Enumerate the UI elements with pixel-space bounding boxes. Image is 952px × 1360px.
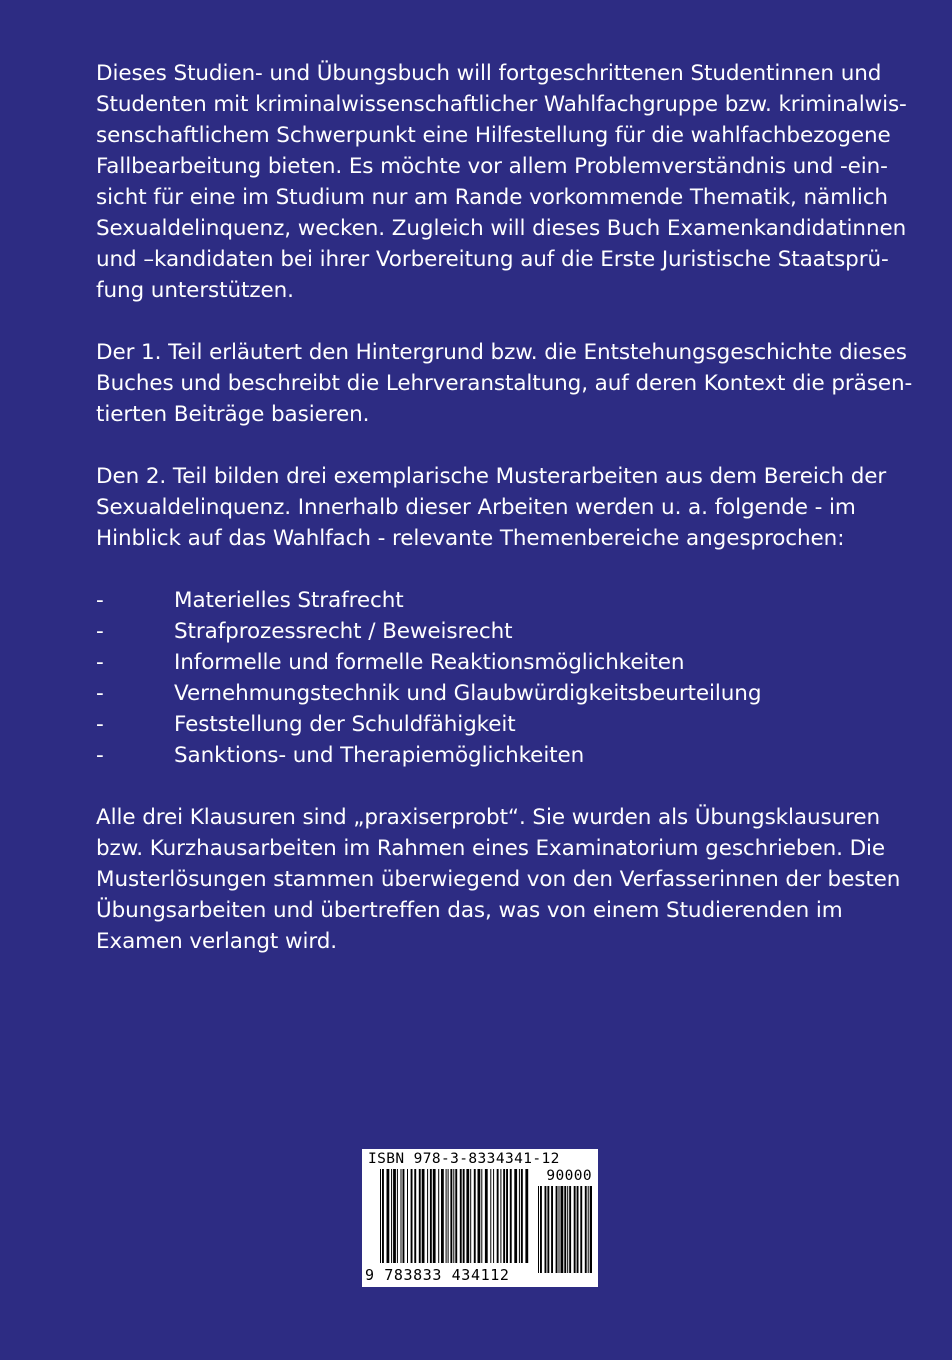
barcode-bar [590,1186,592,1273]
barcode-bar [497,1169,499,1275]
barcode-bar [559,1186,560,1273]
text-line: bzw. Kurzhausarbeiten im Rahmen eines Examinatorium geschrieben. Die [96,836,886,861]
text-line: Den 2. Teil bilden drei exemplarische Musterarbeiten aus dem Bereich der [96,464,887,489]
list-item [96,678,916,709]
list-item [96,585,916,616]
barcode-bar [493,1169,494,1275]
text-line: fung unterstützen. [96,278,294,303]
list-item-label: Materielles Strafrecht [174,588,404,613]
barcode-bar [397,1169,398,1275]
list-item [96,616,916,647]
paragraph-part-one [96,337,916,430]
list-item [96,709,916,740]
list-item-label: Feststellung der Schuldfähigkeit [174,712,516,737]
barcode-bar [481,1169,482,1275]
topic-list [96,585,916,771]
list-dash: - [96,650,104,675]
paragraph-intro [96,58,916,306]
list-dash: - [96,588,104,613]
text-line: Dieses Studien- und Übungsbuch will fortgeschrittenen Studentinnen und [96,61,882,86]
barcode-bar [387,1169,390,1275]
list-item-label: Strafprozessrecht / Beweisrecht [174,619,513,644]
barcode-bar [403,1169,405,1275]
text-line: Hinblick auf das Wahlfach - relevante Themenbereiche angesprochen: [96,526,845,551]
back-cover-text [96,58,916,957]
text-line: Alle drei Klausuren sind „praxiserprobt“. Sie wurden als Übungsklausuren [96,805,881,830]
barcode-bar [419,1169,421,1275]
barcode-bar [414,1169,416,1275]
barcode-bar [551,1186,553,1273]
barcode-bar [474,1169,476,1275]
list-item-label: Vernehmungstechnik und Glaubwürdigkeitsbeurteilung [174,681,762,706]
barcode-bar [547,1186,549,1273]
price-addon-label: 90000 [546,1168,592,1184]
barcode-bar [441,1169,444,1275]
barcode-bar [485,1169,488,1275]
list-item [96,740,916,771]
list-item-label: Sanktions- und Therapiemöglichkeiten [174,743,585,768]
barcode-bar [538,1186,539,1273]
barcode-bar [422,1169,425,1275]
barcode-bar [580,1186,582,1273]
list-dash: - [96,712,104,737]
barcode-bar [521,1169,523,1275]
barcode-bar [503,1169,505,1275]
text-line: Studenten mit kriminalwissenschaftlicher Wahlfachgruppe bzw. kriminalwis- [96,92,907,117]
text-line: Buches und beschreibt die Lehrveranstaltung, auf deren Kontext die präsen- [96,371,913,396]
barcode-bar [540,1186,542,1273]
text-line: Musterlösungen stammen überwiegend von den Verfasserinnen der besten [96,867,901,892]
addon-barcode-bars [538,1186,592,1279]
barcode-bar [478,1169,481,1275]
list-dash: - [96,681,104,706]
text-line: Übungsarbeiten und übertreffen das, was von einem Studierenden im [96,898,843,923]
barcode-bar [510,1169,512,1275]
barcode-bar [433,1169,436,1275]
paragraph-part-two [96,461,916,554]
barcode-bar [393,1169,396,1275]
barcode-bar [514,1169,517,1275]
text-line: und –kandidaten bei ihrer Vorbereitung auf die Erste Juristische Staatsprü- [96,247,889,272]
barcode-bar [500,1169,501,1275]
barcode-bar [470,1169,471,1275]
barcode-bar [450,1169,452,1275]
barcode-bar [430,1169,432,1275]
barcode-bar [567,1186,568,1273]
barcode-bar [448,1169,449,1275]
barcode-bar [460,1169,462,1275]
text-line: Sexualdelinquenz. Innerhalb dieser Arbeiten werden u. a. folgende - im [96,495,856,520]
text-line: Fallbearbeitung bieten. Es möchte vor allem Problemverständnis und -ein- [96,154,888,179]
barcode-bar [438,1169,439,1275]
text-line: Examen verlangt wird. [96,929,337,954]
barcode-bar [564,1186,566,1273]
barcode-bar [446,1169,447,1275]
list-dash: - [96,619,104,644]
barcode-bar [391,1169,392,1275]
barcode-bar [585,1186,587,1273]
barcode-bar [561,1186,564,1273]
barcode-bar [407,1169,408,1275]
text-line: Sexualdelinquenz, wecken. Zugleich will dieses Buch Examenkandidatinnen [96,216,907,241]
list-dash: - [96,743,104,768]
isbn-barcode [362,1149,598,1287]
barcode-bar [577,1186,579,1273]
text-line: senschaftlichem Schwerpunkt eine Hilfestellung für die wahlfachbezogene [96,123,891,148]
barcode-bar [411,1169,413,1275]
barcode-bar [506,1169,508,1275]
barcode-bar [588,1186,589,1273]
text-line: sicht für eine im Studium nur am Rande vorkommende Thematik, nämlich [96,185,888,210]
barcode-bar [427,1169,428,1275]
barcode-bar [519,1169,520,1275]
barcode-bar [466,1169,469,1275]
text-line: tierten Beiträge basieren. [96,402,370,427]
barcode-bar [401,1169,402,1275]
barcode-bar [556,1186,558,1273]
barcode-bar [574,1186,576,1273]
barcode-digits: 9 783833 434112 [365,1266,510,1284]
paragraph-exams [96,802,916,957]
list-item [96,647,916,678]
barcode-bar [545,1186,547,1273]
isbn-label: ISBN 978-3-8334341-12 [368,1151,560,1167]
list-item-label: Informelle und formelle Reaktionsmöglichkeiten [174,650,685,675]
text-line: Der 1. Teil erläutert den Hintergrund bzw. die Entstehungsgeschichte dieses [96,340,907,365]
barcode-bar [569,1186,571,1273]
barcode-bar [490,1169,491,1275]
barcode-bar [463,1169,465,1275]
